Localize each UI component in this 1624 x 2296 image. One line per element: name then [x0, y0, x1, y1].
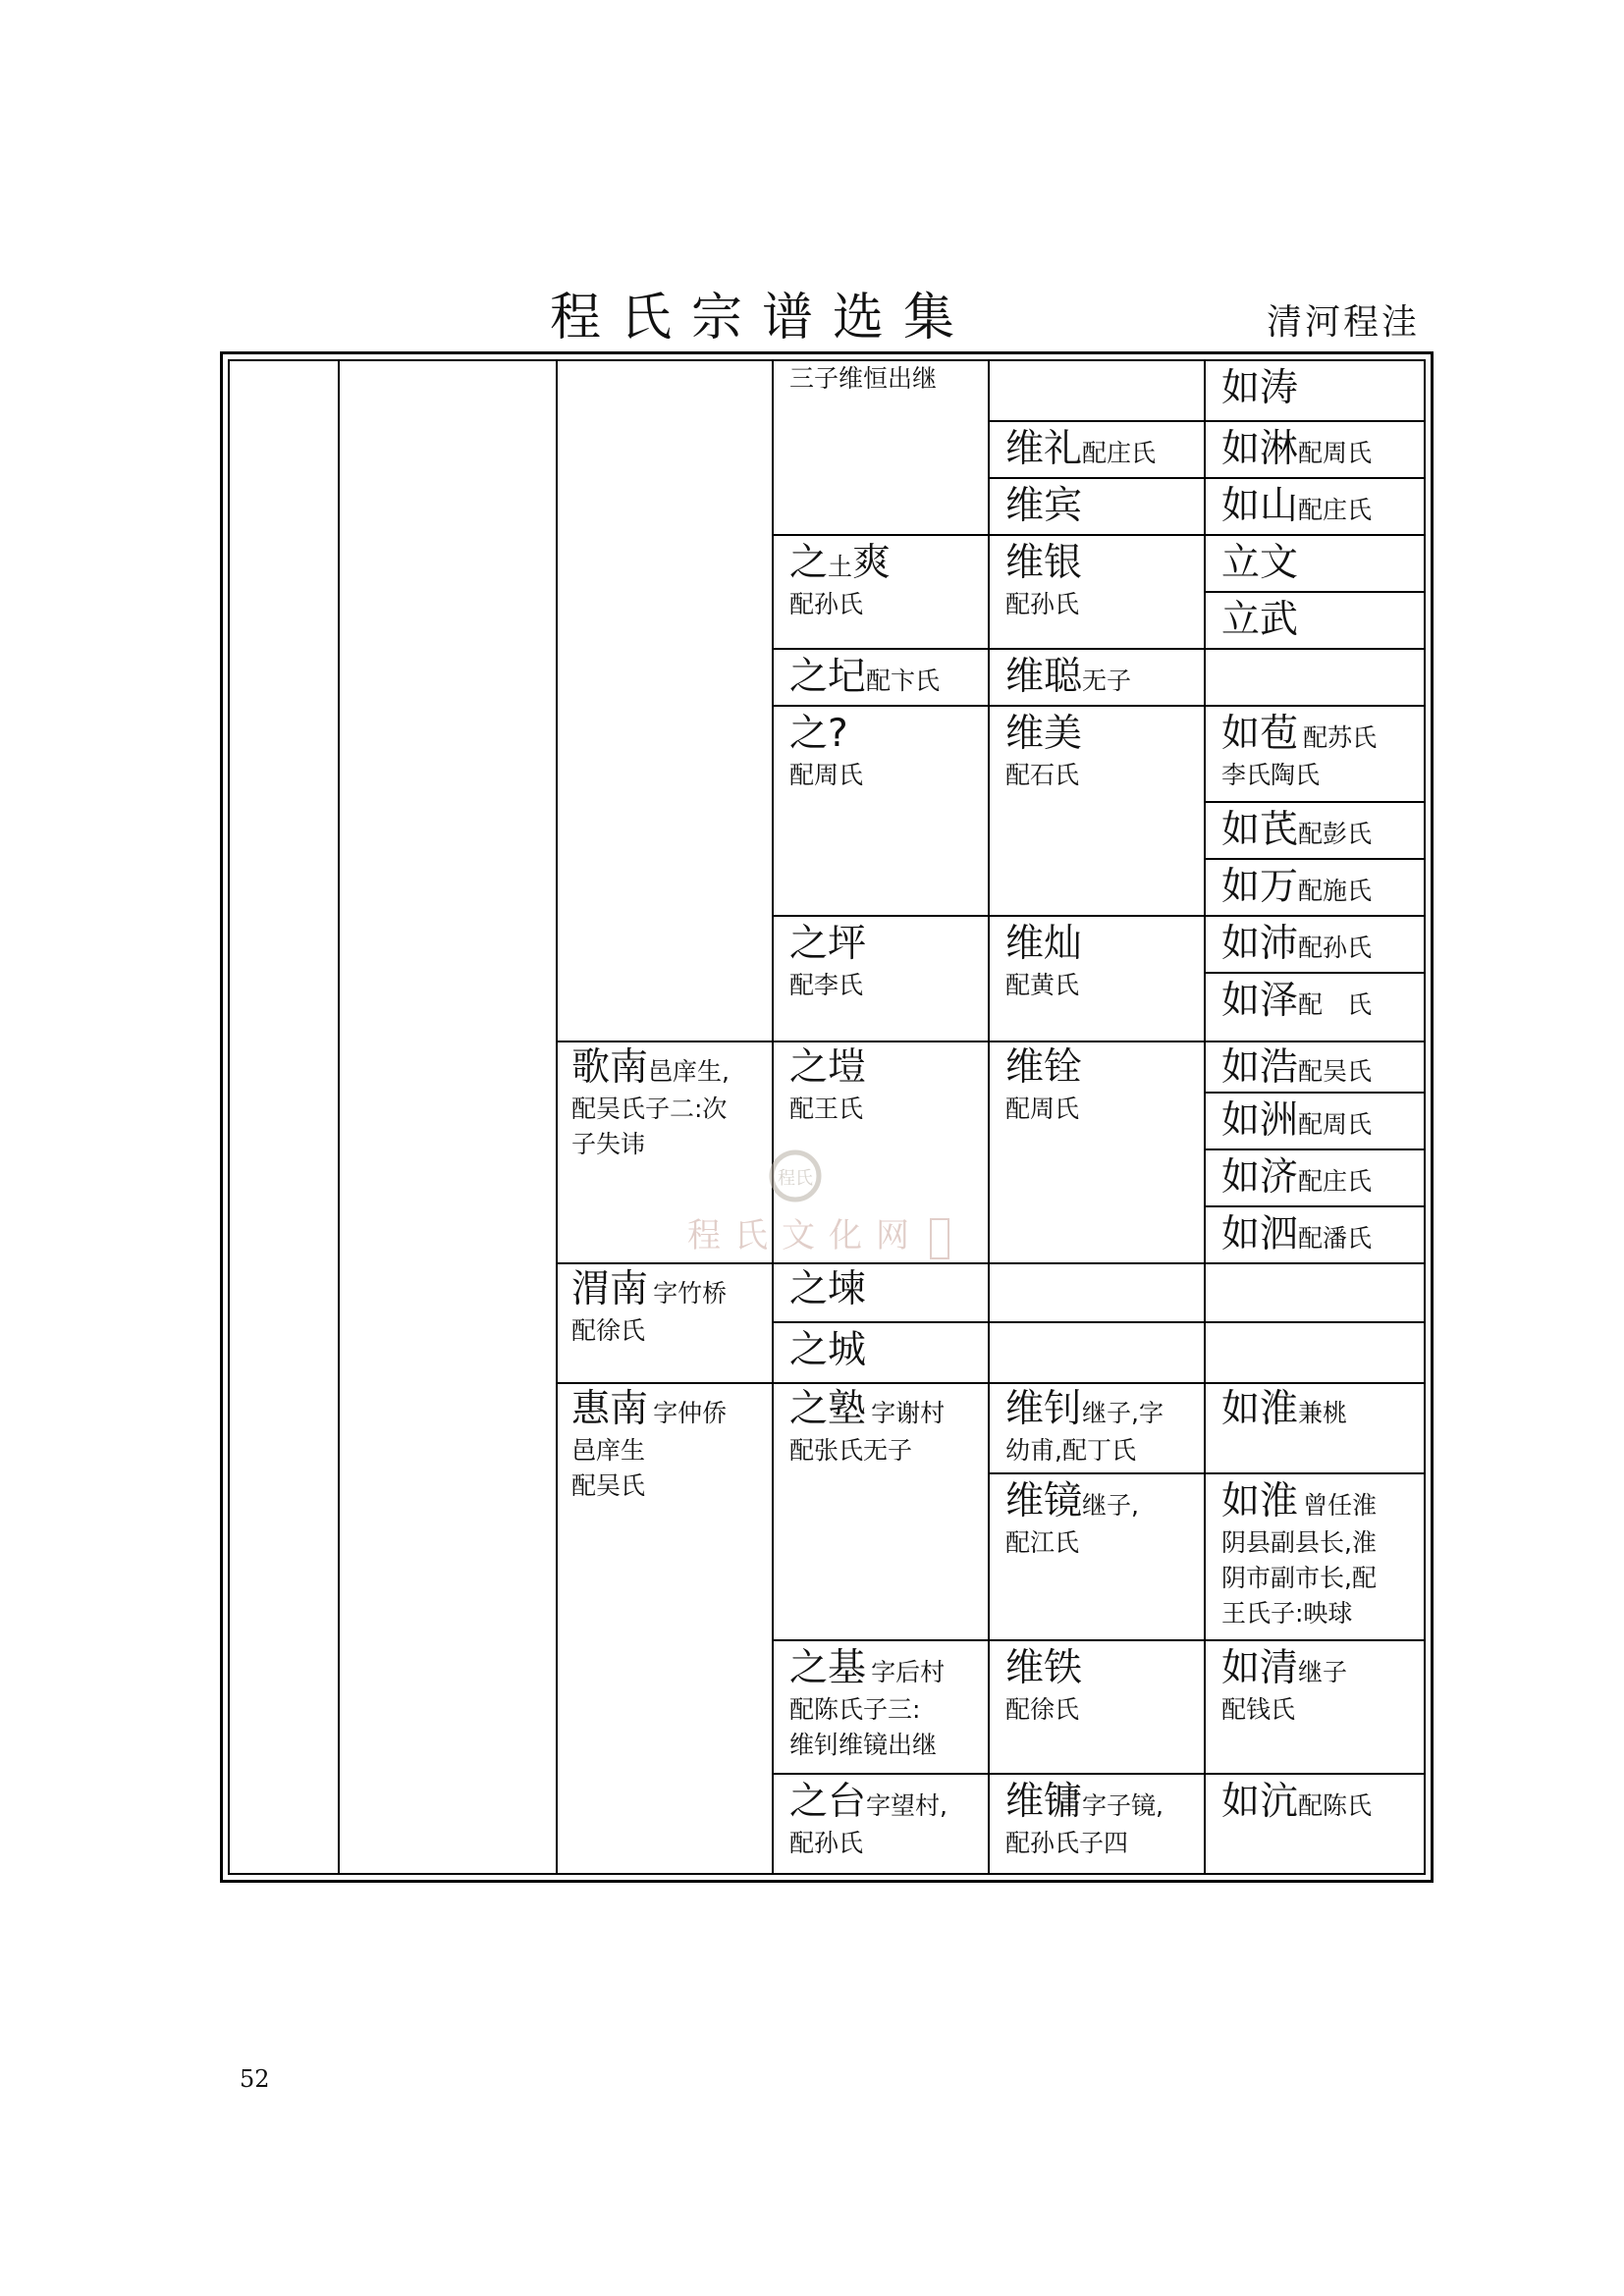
- entry-c10: [772, 1639, 945, 1763]
- entry-note: 配徐氏: [1005, 1695, 1080, 1724]
- entry-note: 邑庠生,: [648, 1057, 730, 1086]
- entry-note: 继子: [1298, 1658, 1348, 1686]
- entry-name: 如万: [1221, 865, 1299, 909]
- entry-d6: [988, 915, 1082, 1003]
- entry-name: 维铁: [1005, 1646, 1083, 1690]
- watermark-seal-icon: [687, 1148, 982, 1276]
- entry-note: 配李氏: [789, 971, 864, 999]
- entry-note: 字望村,: [866, 1791, 947, 1820]
- entry-note: 配石氏: [1005, 761, 1080, 789]
- entry-note: 配孙氏: [789, 1829, 864, 1857]
- entry-d11: [988, 1773, 1164, 1861]
- entry-name: 如浩: [1221, 1045, 1299, 1090]
- entry-name: 如淮: [1221, 1387, 1299, 1431]
- entry-note: 曾任淮: [1303, 1491, 1378, 1520]
- entry-d4: [988, 648, 1131, 701]
- entry-name: 之基: [789, 1646, 867, 1690]
- entry-note: 李氏陶氏: [1221, 761, 1321, 789]
- entry-note: 配庄氏: [1082, 439, 1157, 467]
- entry-note: 字谢村: [871, 1399, 946, 1427]
- entry-name: 维银: [1005, 541, 1083, 585]
- entry-e16: [1204, 1472, 1377, 1631]
- entry-e2: [1204, 420, 1372, 473]
- entry-name: 维聪: [1005, 655, 1083, 699]
- entry-e15: [1204, 1380, 1347, 1433]
- entry-note: 配庄氏: [1298, 1167, 1373, 1196]
- entry-c9: [772, 1380, 945, 1468]
- page-title: 程氏宗谱选集: [550, 289, 975, 347]
- page-subtitle: 清河程洼: [1267, 302, 1421, 343]
- entry-note: 配黄氏: [1005, 971, 1080, 999]
- entry-e4: [1204, 534, 1298, 587]
- watermark: [687, 1148, 982, 1276]
- entry-e7: [1204, 801, 1372, 854]
- entry-e17: [1204, 1639, 1347, 1728]
- entry-c1: [772, 359, 937, 397]
- entry-note: 配孙氏: [789, 590, 864, 618]
- entry-note: 配彭氏: [1298, 820, 1373, 848]
- entry-note: 配孙氏子四: [1005, 1829, 1129, 1857]
- entry-note: 配吴氏: [571, 1471, 646, 1500]
- entry-name: 维宾: [1005, 484, 1083, 528]
- entry-note: 配王氏: [789, 1095, 864, 1123]
- entry-note: 配吴氏: [1298, 1057, 1373, 1086]
- entry-note: 兼桃: [1298, 1399, 1348, 1427]
- entry-e11: [1204, 1039, 1372, 1092]
- entry-note: 配孙氏: [1298, 934, 1373, 962]
- entry-huinan: [554, 1380, 727, 1504]
- entry-name: 维美: [1005, 712, 1083, 756]
- entry-name: 之台: [789, 1780, 867, 1824]
- entry-name: 如清: [1221, 1646, 1299, 1690]
- entry-c5: [772, 915, 866, 1003]
- entry-e3: [1204, 477, 1372, 530]
- entry-name: 如芪: [1221, 808, 1299, 852]
- entry-note: 配吴氏子二:次: [571, 1095, 728, 1123]
- entry-e5: [1204, 591, 1298, 644]
- entry-note: 维钊维镜出继: [789, 1731, 938, 1759]
- entry-name: 如淋: [1221, 427, 1299, 471]
- entry-name: 之堜: [789, 1267, 867, 1311]
- entry-note: 配钱氏: [1221, 1695, 1296, 1724]
- page-number: 52: [240, 2065, 270, 2093]
- entry-name: 如苞: [1221, 712, 1299, 756]
- entry-note: 配周氏: [1005, 1095, 1080, 1123]
- entry-name: 维镜: [1005, 1479, 1083, 1523]
- entry-name: 如泽: [1221, 979, 1299, 1023]
- entry-name: 如涛: [1221, 366, 1299, 410]
- entry-note: 配周氏: [789, 761, 864, 789]
- entry-d10: [988, 1639, 1082, 1728]
- entry-note: 配周氏: [1298, 1110, 1373, 1139]
- entry-name: 之塾: [789, 1387, 867, 1431]
- entry-note: 配孙氏: [1005, 590, 1080, 618]
- entry-name: 如洲: [1221, 1098, 1299, 1143]
- entry-note: 配陈氏子三:: [789, 1695, 921, 1724]
- entry-name: 维钊: [1005, 1387, 1083, 1431]
- entry-name: 惠南: [571, 1387, 649, 1431]
- entry-c8: [772, 1321, 866, 1374]
- entry-d7: [988, 1039, 1082, 1127]
- entry-e13: [1204, 1148, 1372, 1201]
- entry-name-radical: 土: [828, 553, 853, 581]
- entry-d9: [988, 1472, 1139, 1561]
- entry-e12: [1204, 1092, 1372, 1145]
- entry-e9: [1204, 915, 1372, 968]
- entry-name: 之塏: [789, 1045, 867, 1090]
- entry-note: 邑庠生: [571, 1436, 646, 1465]
- entry-genan: [554, 1039, 730, 1162]
- entry-name: 维灿: [1005, 922, 1083, 966]
- svg-text:程氏文化网: 程氏文化网: [687, 1216, 923, 1255]
- entry-name: 歌南: [571, 1045, 649, 1090]
- entry-note: 配苏氏: [1303, 723, 1378, 752]
- entry-note: 配 氏: [1298, 990, 1373, 1019]
- entry-note: 字仲侨: [653, 1399, 728, 1427]
- entry-e14: [1204, 1205, 1372, 1258]
- entry-e18: [1204, 1773, 1372, 1826]
- entry-note: 阴县副县长,淮: [1221, 1528, 1377, 1557]
- entry-note: 字后村: [871, 1658, 946, 1686]
- entry-e8: [1204, 858, 1372, 911]
- entry-note: 配徐氏: [571, 1316, 646, 1345]
- entry-note: 阴市副市长,配: [1221, 1564, 1377, 1592]
- entry-c4: [772, 705, 863, 793]
- entry-note: 三子维恒出继: [789, 364, 938, 393]
- entry-c3: [772, 648, 940, 701]
- entry-name: 如泗: [1221, 1212, 1299, 1256]
- entry-c2: [772, 534, 891, 622]
- entry-note: 王氏子:映球: [1221, 1599, 1353, 1628]
- entry-name: 如沛: [1221, 922, 1299, 966]
- entry-name: 之: [789, 541, 829, 585]
- entry-note: 配张氏无子: [789, 1436, 913, 1465]
- entry-d3: [988, 534, 1082, 622]
- entry-name: 如济: [1221, 1155, 1299, 1200]
- row-divider: [772, 1321, 1426, 1323]
- entry-c6: [772, 1039, 866, 1127]
- entry-name: 之坪: [789, 922, 867, 966]
- entry-name: 之城: [789, 1328, 867, 1372]
- entry-note: 配陈氏: [1298, 1791, 1373, 1820]
- entry-name: 维铨: [1005, 1045, 1083, 1090]
- entry-d8: [988, 1380, 1164, 1468]
- entry-note: 配江氏: [1005, 1528, 1080, 1557]
- entry-note: 无子: [1082, 667, 1132, 695]
- entry-name: 爽: [852, 541, 892, 585]
- entry-note: 继子,字: [1082, 1399, 1164, 1427]
- entry-e6: [1204, 705, 1377, 793]
- entry-name: 立武: [1221, 598, 1299, 642]
- entry-note: 幼甫,配丁氏: [1005, 1436, 1136, 1465]
- entry-d1: [988, 420, 1156, 473]
- entry-name: 渭南: [571, 1267, 649, 1311]
- entry-note: 继子,: [1082, 1491, 1139, 1520]
- entry-note: 配施氏: [1298, 877, 1373, 905]
- entry-note: 子失讳: [571, 1130, 646, 1158]
- entry-note: 配庄氏: [1298, 496, 1373, 524]
- entry-d2: [988, 477, 1082, 530]
- svg-text:程氏: 程氏: [778, 1168, 813, 1189]
- entry-name: 如沆: [1221, 1780, 1299, 1824]
- entry-note: 配卞氏: [866, 667, 941, 695]
- entry-name: 维礼: [1005, 427, 1083, 471]
- entry-e10: [1204, 972, 1372, 1025]
- entry-name: 之圮: [789, 655, 867, 699]
- column-divider-1: [338, 359, 340, 1875]
- entry-d5: [988, 705, 1082, 793]
- entry-e1: [1204, 359, 1298, 412]
- entry-c11: [772, 1773, 947, 1861]
- entry-name: 立文: [1221, 541, 1299, 585]
- entry-note: 配周氏: [1298, 439, 1373, 467]
- entry-name: 之?: [789, 712, 848, 756]
- entry-note: 字子镜,: [1082, 1791, 1164, 1820]
- entry-name: 如山: [1221, 484, 1299, 528]
- entry-name: 如淮: [1221, 1479, 1299, 1523]
- entry-note: 字竹桥: [653, 1279, 728, 1308]
- entry-note: 配潘氏: [1298, 1224, 1373, 1253]
- entry-name: 维镛: [1005, 1780, 1083, 1824]
